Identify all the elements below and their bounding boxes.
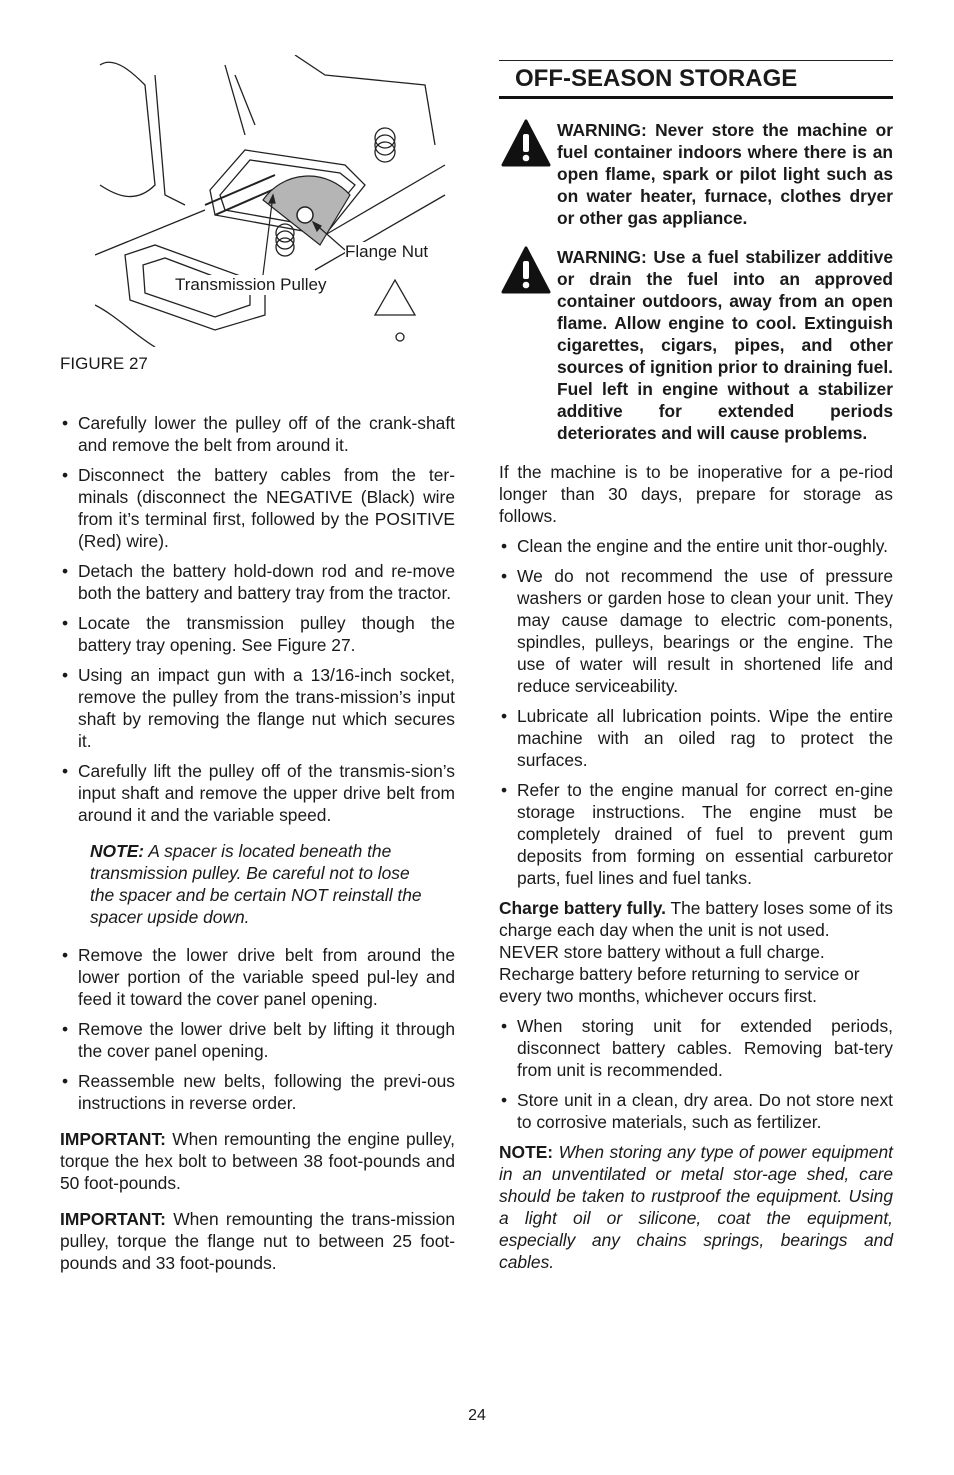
warning-text: WARNING: Use a fuel stabilizer additive or drain the fuel into an approved container outdoors, away from an open flame. Allow engine to cool. Extinguish cigarettes, cigars, pipes, and other sources of ignition prior to draining fuel. Fuel left in engine without a stabilizer additive for extended periods deteriorates and will cause problems. xyxy=(557,247,893,443)
list-item: • We do not recommend the use of pressure washers or garden hose to clean your unit. They may cause damage to electric com-ponents, spindles, pulleys, bearings or the engine. The use of water will result in shortened life and reduce serviceability. xyxy=(499,565,893,697)
list-item: • Detach the battery hold-down rod and re-move both the battery and battery tray from the tractor. xyxy=(60,560,455,604)
important-label: IMPORTANT: xyxy=(60,1129,166,1149)
left-column xyxy=(60,412,455,1282)
warning-fuel-stabilizer xyxy=(499,246,893,444)
page-number: 24 xyxy=(468,1407,486,1424)
list-item: • Carefully lift the pulley off of the transmis-sion’s input shaft and remove the upper drive belt from around it and the variable speed. xyxy=(60,760,455,826)
instructions-list-b xyxy=(60,944,455,1114)
never-store-battery: NEVER store battery without a full charge. Recharge battery before returning to service or every two months, whichever occurs first. xyxy=(499,942,860,1006)
note-text: A spacer is located beneath the transmission pulley. Be careful not to lose the spacer and be certain NOT reinstall the spacer upside down. xyxy=(90,841,422,927)
right-column xyxy=(499,60,893,1281)
list-item: • Using an impact gun with a 13/16-inch socket, remove the pulley from the trans-mission’s input shaft by removing the flange nut which secures it. xyxy=(60,664,455,752)
list-item: • Carefully lower the pulley off of the crank-shaft and remove the belt from around it. xyxy=(60,412,455,456)
transmission-pulley-label: Transmission Pulley xyxy=(175,275,327,294)
note-label: NOTE: xyxy=(90,841,145,861)
charge-text: The battery loses some of its charge each day when the unit is not used. xyxy=(499,898,893,940)
list-item: • Lubricate all lubrication points. Wipe the entire machine with an oiled rag to protect the surfaces. xyxy=(499,705,893,771)
list-item: • Locate the transmission pulley though the battery tray opening. See Figure 27. xyxy=(60,612,455,656)
important-text: When remounting the engine pulley, torque the hex bolt to between 38 foot-pounds and 50 foot-pounds. xyxy=(60,1129,455,1193)
warning-triangle-icon xyxy=(501,246,551,296)
warning-indoor-storage xyxy=(499,119,893,229)
figure-27-illustration xyxy=(95,55,455,347)
instructions-list-a xyxy=(60,412,455,826)
storage-list-b xyxy=(499,1015,893,1133)
important-label: IMPORTANT: xyxy=(60,1209,166,1229)
transmission-illustration xyxy=(95,55,455,347)
warning-text: WARNING: Never store the machine or fuel container indoors where there is an open flame, spark or pilot light such as on water heater, furnace, clothes dryer or other gas appliance. xyxy=(557,120,893,228)
important-text: When remounting the trans-mission pulley, torque the flange nut to between 25 foot-pounds and 33 foot-pounds. xyxy=(60,1209,455,1273)
list-item: • Remove the lower drive belt from around the lower portion of the variable speed pul-ley and feed it toward the cover panel opening. xyxy=(60,944,455,1010)
flange-nut-label: Flange Nut xyxy=(345,242,429,261)
list-item: • Remove the lower drive belt by lifting it through the cover panel opening. xyxy=(60,1018,455,1062)
list-item: • Reassemble new belts, following the previ-ous instructions in reverse order. xyxy=(60,1070,455,1114)
charge-label: Charge battery fully. xyxy=(499,898,666,918)
rustproof-note xyxy=(499,1141,893,1273)
important-engine-pulley xyxy=(60,1128,455,1194)
section-title: OFF-SEASON STORAGE xyxy=(499,60,893,99)
list-item: • Refer to the engine manual for correct en-gine storage instructions. The engine must be completely drained of fuel to prevent gum deposits from forming on essential carburetor parts, fuel lines and fuel tanks. xyxy=(499,779,893,889)
charge-battery xyxy=(499,897,893,941)
list-item: • Disconnect the battery cables from the ter-minals (disconnect the NEGATIVE (Black) wire from it’s terminal first, followed by the POSITIVE (Red) wire). xyxy=(60,464,455,552)
warning-triangle-icon xyxy=(501,119,551,169)
important-transmission-pulley xyxy=(60,1208,455,1274)
figure-caption: FIGURE 27 xyxy=(60,354,148,373)
list-item: • Store unit in a clean, dry area. Do not store next to corrosive materials, such as fertilizer. xyxy=(499,1089,893,1133)
spacer-note xyxy=(60,840,455,928)
storage-intro: If the machine is to be inoperative for a pe-riod longer than 30 days, prepare for storage as follows. xyxy=(499,462,893,526)
storage-list-a xyxy=(499,535,893,889)
note-text: When storing any type of power equipment in an unventilated or metal stor-age shed, care should be taken to rustproof the equipment. Using a light oil or silicone, coat the equipment, especially any chains springs, bearings and cables. xyxy=(499,1142,893,1272)
note-label: NOTE: xyxy=(499,1142,554,1162)
list-item: • When storing unit for extended periods, disconnect battery cables. Removing bat-tery from unit is recommended. xyxy=(499,1015,893,1081)
list-item: • Clean the engine and the entire unit thor-oughly. xyxy=(499,535,893,557)
